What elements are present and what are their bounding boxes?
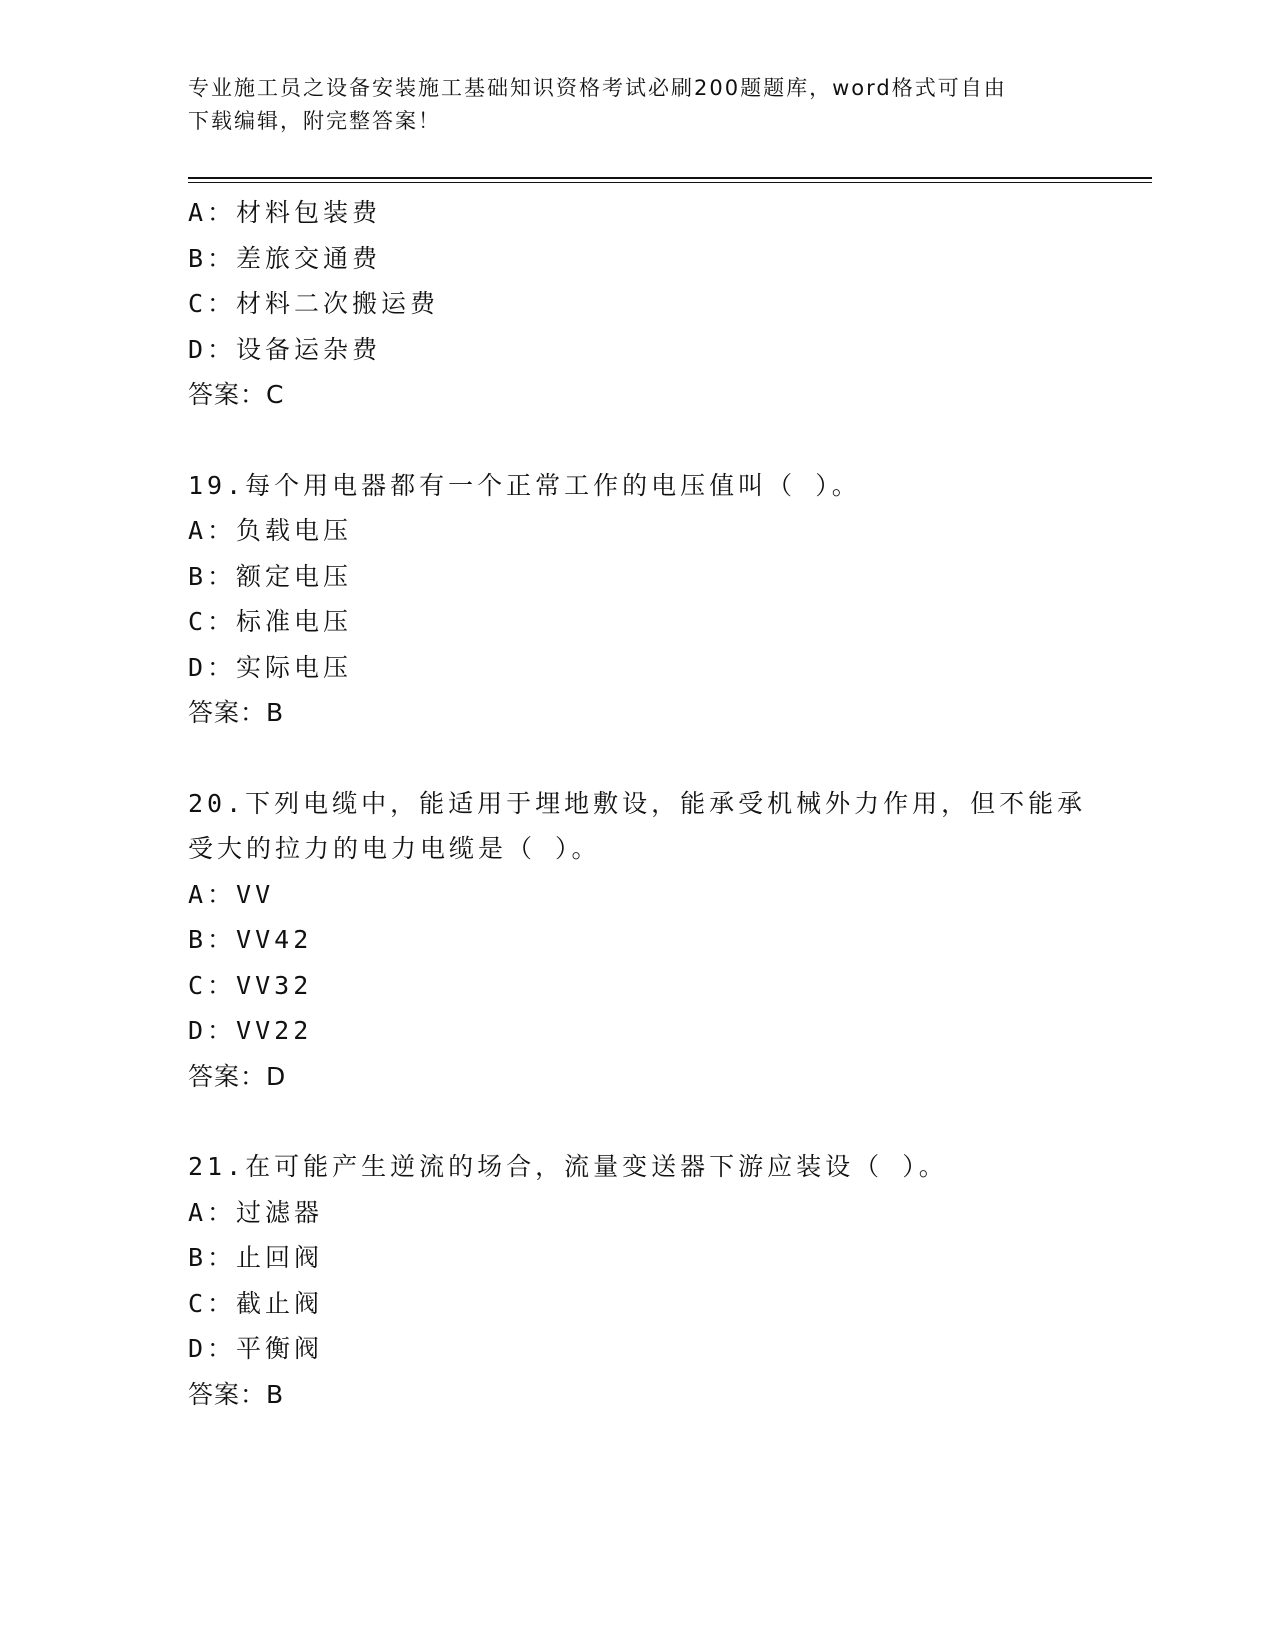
question-19-block <box>188 463 1088 736</box>
option-d: D：实际电压 <box>188 652 353 682</box>
option-a: A：材料包装费 <box>188 198 382 227</box>
question-stem-line-1: 20.下列电缆中，能适用于埋地敷设，能承受机械外力作用，但不能承 <box>188 788 1087 818</box>
option-d: D：VV22 <box>188 1016 313 1045</box>
option-a: A：VV <box>188 879 275 909</box>
header-divider-thick <box>188 177 1152 179</box>
document-header <box>188 72 1068 138</box>
question-stem-line-2: 受大的拉力的电力电缆是（ ）。 <box>188 834 601 863</box>
option-b: B：止回阀 <box>188 1243 324 1272</box>
question-21-block <box>188 1144 1088 1417</box>
answer: 答案：B <box>188 698 285 727</box>
question-18-block <box>188 190 1088 418</box>
option-d: D：平衡阀 <box>188 1334 324 1363</box>
option-c: C：VV32 <box>188 970 313 1000</box>
option-d: D：设备运杂费 <box>188 334 382 364</box>
option-b: B：差旅交通费 <box>188 243 382 273</box>
option-c: C：材料二次搬运费 <box>188 289 440 318</box>
option-a: A：负载电压 <box>188 516 353 545</box>
question-list <box>188 190 1088 1417</box>
answer: 答案：D <box>188 1061 287 1091</box>
option-c: C：标准电压 <box>188 607 353 636</box>
answer: 答案：C <box>188 380 285 409</box>
question-stem: 21.在可能产生逆流的场合，流量变送器下游应装设（ ）。 <box>188 1152 948 1181</box>
header-divider-thin <box>188 182 1152 183</box>
header-line-1: 专业施工员之设备安装施工基础知识资格考试必刷200题题库，word格式可自由 <box>188 76 1007 100</box>
answer: 答案：B <box>188 1379 285 1409</box>
option-c: C：截止阀 <box>188 1288 324 1318</box>
header-line-2: 下载编辑，附完整答案！ <box>188 109 441 133</box>
option-b: B：VV42 <box>188 925 313 954</box>
option-a: A：过滤器 <box>188 1197 324 1227</box>
question-20-block <box>188 781 1088 1100</box>
question-stem: 19.每个用电器都有一个正常工作的电压值叫（ ）。 <box>188 470 861 500</box>
option-b: B：额定电压 <box>188 561 353 591</box>
